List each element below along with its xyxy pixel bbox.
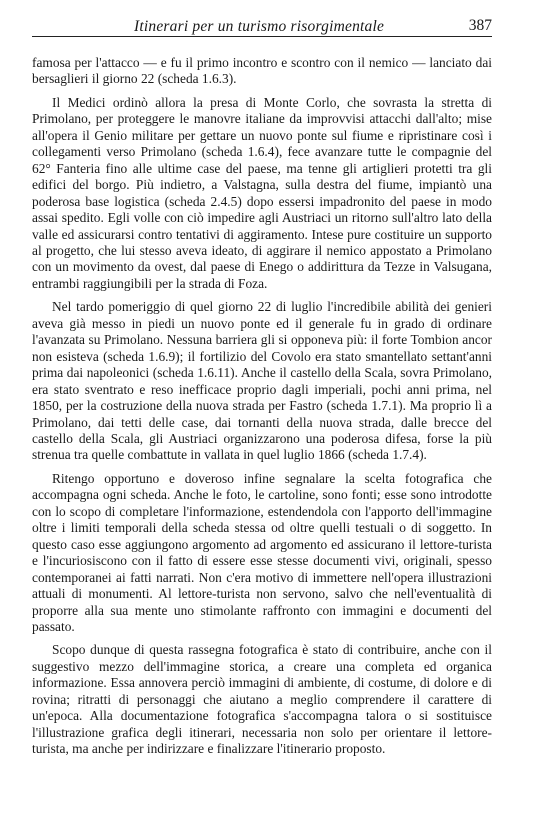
paragraph-medici-orders: Il Medici ordinò allora la presa di Monte Corlo, che sovrasta la stretta di Primolano, per proteggere le manovre italiane da improvvisi attacchi dall'alto; mise all'opera il Genio militare per gettare un nuovo ponte sul fiume e ripristinare così i collegamenti verso Primolano (scheda 1.6.4), fece avanzare tutte le compagnie del 62° Fanteria fino alle ultime case del paese, ma tenne gli artiglieri protetti tra gli edifici del borgo. Più indietro, a Valstagna, sulla destra del fiume, impiantò una poderosa base logistica (scheda 2.4.5) dopo essersi impadronito del paese in modo assai spedito. Egli volle con ciò impedire agli Austriaci un ritorno sull'altro lato della valle ed assicurarsi contro tentativi di aggiramento. Intese pure costituire un supporto al progetto, che lui stesso aveva ideato, di aggirare il nemico appostato a Primolano con un movimento da ovest, dal paese di Enego o addirittura da Tezze in Valsugana, entrambi raggiungibili per la strada di Foza.	[32, 94, 492, 291]
body-text	[32, 55, 492, 765]
page-number: 387	[468, 17, 492, 34]
paragraph-late-afternoon: Nel tardo pomeriggio di quel giorno 22 di luglio l'incredibile abilità dei genieri aveva già messo in piedi un nuovo ponte ed il generale fu in grado di ordinare l'avanzata su Primolano. Nessuna barriera gli si opponeva più: il forte Tombion ancor non esisteva (scheda 1.6.9); il fortilizio del Covolo era stato smantellato settant'anni prima dai napoleonici (scheda 1.6.11). Anche il castello della Scala, sovra Primolano, era stato sventrato e reso inefficace proprio dagli imperiali, pochi anni prima, nel 1850, per la costruzione della nuova strada per Fastro (scheda 1.7.1). Ma proprio lì a Primolano, dai tetti delle case, dai tornanti della nuova strada, dalle brecce del castello della Scala, gli Austriaci organizzarono una poderosa difesa, forse la più strenua tra quelle combattute in vallata in quel luglio 1866 (scheda 1.7.4).	[32, 299, 492, 463]
paragraph-purpose: Scopo dunque di questa rassegna fotografica è stato di contribuire, anche con il suggestivo mezzo dell'immagine storica, a creare una completa ed organica informazione. Essa annovera perciò immagini di ambiente, di costume, di dolore e di rovina; ritratti di personaggi che aiutano a meglio comprendere il carattere di un'epoca. Alla documentazione fotografica s'accompagna talora o si sostituisce l'illustrazione grafica degli itinerari, necessaria non solo per orientare il lettore-turista, ma anche per indirizzare e finalizzare l'itinerario proposto.	[32, 642, 492, 757]
paragraph-photographic-choice: Ritengo opportuno e doveroso infine segnalare la scelta fotografica che accompagna ogni scheda. Anche le foto, le cartoline, sono fonti; esse sono introdotte con lo scopo di completare l'informazione, estendendola con l'apporto dell'immagine oltre i limiti temporali della scheda stessa od oltre quelli testuali o di soggetto. In questo caso esse aggiungono argomento ad argomento ed assicurano il lettore-turista e l'incuriosiscono con il fatto di essere esse stesse documenti vivi, originali, spesso contemporanei ai fatti narrati. Non c'era motivo di immettere nell'opera illustrazioni attuali di monumenti. Al lettore-turista non servono, salvo che nell'eventualità di proporre alla sua mente uno stimolante raffronto con immagini e documenti del passato.	[32, 470, 492, 634]
paragraph-continuation: famosa per l'attacco — e fu il primo incontro e scontro con il nemico — lanciato dai bersaglieri il giorno 22 (scheda 1.6.3).	[32, 55, 492, 87]
page-header	[32, 14, 492, 37]
running-title: Itinerari per un turismo risorgimentale	[134, 18, 385, 35]
